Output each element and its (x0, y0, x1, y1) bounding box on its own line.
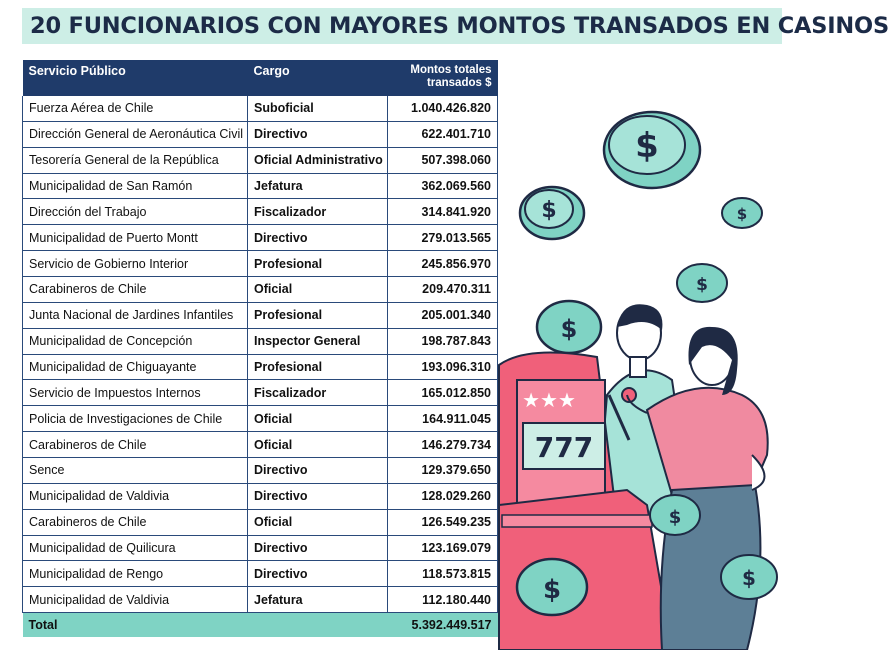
table-row (23, 432, 498, 458)
cell-monto: 146.279.734 (388, 432, 498, 458)
coin-icon (677, 264, 727, 302)
casino-slot-machine-illustration (497, 95, 800, 650)
table-header-row (23, 60, 498, 96)
table-row (23, 509, 498, 535)
table-row (23, 302, 498, 328)
table-row (23, 354, 498, 380)
cell-cargo: Directivo (248, 483, 388, 509)
total-empty (248, 613, 388, 638)
svg-text:$: $ (696, 275, 708, 295)
cell-cargo: Profesional (248, 251, 388, 277)
table-row (23, 458, 498, 484)
coin-icon (721, 555, 777, 599)
cell-monto: 209.470.311 (388, 277, 498, 303)
cell-servicio: Municipalidad de San Ramón (23, 173, 248, 199)
cell-monto: 128.029.260 (388, 483, 498, 509)
svg-text:$: $ (668, 507, 682, 528)
table-row (23, 173, 498, 199)
svg-text:777: 777 (534, 431, 594, 464)
table-row (23, 251, 498, 277)
cell-cargo: Directivo (248, 121, 388, 147)
cell-servicio: Servicio de Impuestos Internos (23, 380, 248, 406)
svg-text:$: $ (742, 566, 756, 590)
table-row (23, 277, 498, 303)
svg-text:$: $ (542, 575, 562, 605)
cell-servicio: Fuerza Aérea de Chile (23, 96, 248, 121)
cell-servicio: Carabineros de Chile (23, 277, 248, 303)
cell-servicio: Municipalidad de Puerto Montt (23, 225, 248, 251)
total-row (23, 613, 498, 638)
cell-monto: 164.911.045 (388, 406, 498, 432)
cell-cargo: Jefatura (248, 173, 388, 199)
cell-servicio: Junta Nacional de Jardines Infantiles (23, 302, 248, 328)
cell-cargo: Oficial (248, 406, 388, 432)
svg-text:$: $ (560, 315, 578, 343)
page-title: 20 FUNCIONARIOS CON MAYORES MONTOS TRANSADOS EN CASINOS (30, 13, 889, 39)
cell-monto: 129.379.650 (388, 458, 498, 484)
cell-servicio: Municipalidad de Rengo (23, 561, 248, 587)
table-row (23, 483, 498, 509)
cell-monto: 118.573.815 (388, 561, 498, 587)
cell-cargo: Directivo (248, 458, 388, 484)
coin-icon (517, 559, 587, 615)
cell-monto: 165.012.850 (388, 380, 498, 406)
cell-monto: 314.841.920 (388, 199, 498, 225)
cell-cargo: Profesional (248, 302, 388, 328)
cell-cargo: Directivo (248, 561, 388, 587)
table-row (23, 380, 498, 406)
table-row (23, 199, 498, 225)
coin-icon (650, 495, 700, 535)
coin-icon (722, 198, 762, 228)
cell-cargo: Oficial (248, 509, 388, 535)
cell-cargo: Oficial (248, 432, 388, 458)
cell-cargo: Jefatura (248, 587, 388, 613)
cell-servicio: Municipalidad de Valdivia (23, 483, 248, 509)
cell-cargo: Fiscalizador (248, 380, 388, 406)
table-row (23, 561, 498, 587)
coin-icon (520, 187, 584, 239)
cell-cargo: Oficial (248, 277, 388, 303)
cell-monto: 126.549.235 (388, 509, 498, 535)
header-montos: Montos totales transados $ (388, 60, 498, 96)
cell-cargo: Suboficial (248, 96, 388, 121)
table-row (23, 147, 498, 173)
cell-servicio: Policia de Investigaciones de Chile (23, 406, 248, 432)
cell-servicio: Servicio de Gobierno Interior (23, 251, 248, 277)
cell-monto: 112.180.440 (388, 587, 498, 613)
table-row (23, 406, 498, 432)
officials-table (22, 60, 498, 637)
svg-text:$: $ (635, 126, 659, 166)
cell-cargo: Oficial Administrativo (248, 147, 388, 173)
cell-monto: 123.169.079 (388, 535, 498, 561)
cell-cargo: Directivo (248, 535, 388, 561)
table-row (23, 328, 498, 354)
cell-monto: 205.001.340 (388, 302, 498, 328)
coin-icon (604, 112, 700, 188)
cell-servicio: Municipalidad de Valdivia (23, 587, 248, 613)
cell-cargo: Directivo (248, 225, 388, 251)
cell-monto: 362.069.560 (388, 173, 498, 199)
header-cargo: Cargo (248, 60, 388, 96)
cell-monto: 279.013.565 (388, 225, 498, 251)
cell-cargo: Inspector General (248, 328, 388, 354)
cell-servicio: Municipalidad de Quilicura (23, 535, 248, 561)
svg-text:$: $ (736, 205, 748, 223)
cell-cargo: Fiscalizador (248, 199, 388, 225)
coin-icon (537, 301, 601, 353)
cell-servicio: Carabineros de Chile (23, 509, 248, 535)
table-row (23, 535, 498, 561)
total-label: Total (23, 613, 248, 638)
svg-text:★★★: ★★★ (522, 388, 576, 412)
total-value: 5.392.449.517 (388, 613, 498, 638)
cell-servicio: Tesorería General de la República (23, 147, 248, 173)
cell-monto: 198.787.843 (388, 328, 498, 354)
cell-servicio: Municipalidad de Chiguayante (23, 354, 248, 380)
table-row (23, 587, 498, 613)
cell-servicio: Sence (23, 458, 248, 484)
table-row (23, 121, 498, 147)
table-row (23, 225, 498, 251)
cell-cargo: Profesional (248, 354, 388, 380)
cell-servicio: Dirección General de Aeronáutica Civil (23, 121, 248, 147)
cell-monto: 193.096.310 (388, 354, 498, 380)
svg-text:$: $ (541, 198, 557, 223)
cell-servicio: Carabineros de Chile (23, 432, 248, 458)
table-row (23, 96, 498, 121)
header-servicio: Servicio Público (23, 60, 248, 96)
cell-monto: 245.856.970 (388, 251, 498, 277)
cell-monto: 1.040.426.820 (388, 96, 498, 121)
cell-servicio: Dirección del Trabajo (23, 199, 248, 225)
cell-monto: 507.398.060 (388, 147, 498, 173)
cell-servicio: Municipalidad de Concepción (23, 328, 248, 354)
cell-monto: 622.401.710 (388, 121, 498, 147)
